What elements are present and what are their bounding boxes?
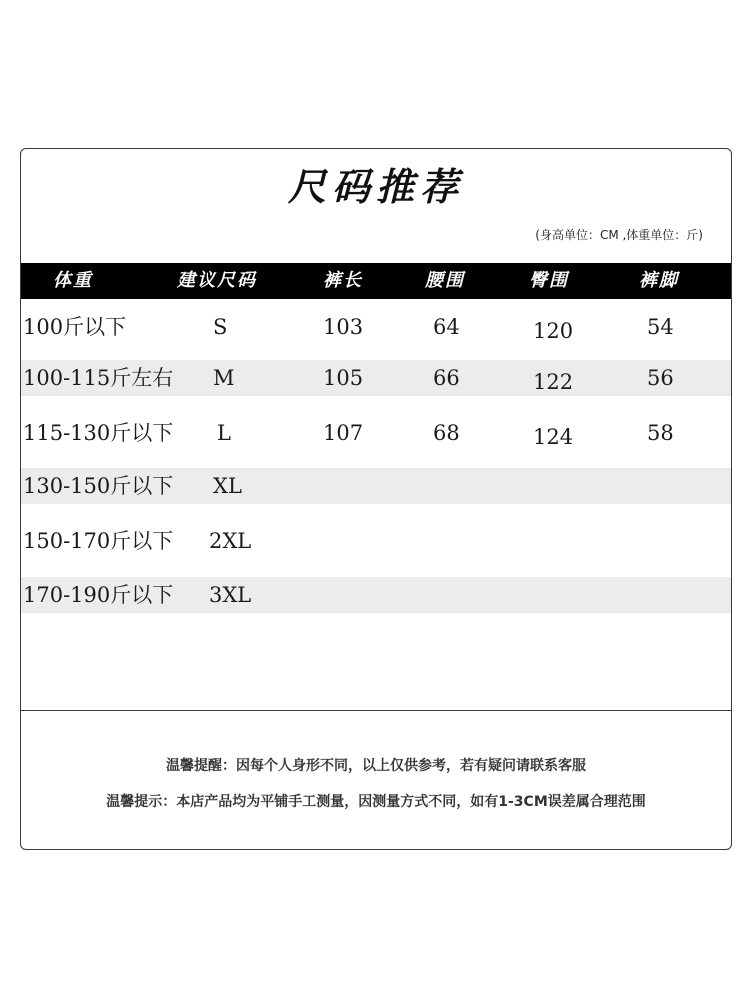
chart-title: 尺码推荐 xyxy=(287,165,464,209)
cell-weight: 150-170斤以下 xyxy=(23,529,174,553)
cell-size: XL xyxy=(213,474,242,498)
cell-waist: 66 xyxy=(433,366,460,390)
cell-length: 107 xyxy=(323,421,364,445)
cell-hip: 120 xyxy=(533,319,574,343)
notice-measurement: 温馨提示：本店产品均为平铺手工测量，因测量方式不同，如有1-3CM误差属合理范围 xyxy=(106,794,646,810)
cell-waist: 68 xyxy=(433,421,460,445)
header-waist: 腰围 xyxy=(425,270,465,291)
cell-hip: 124 xyxy=(533,425,574,449)
table-row xyxy=(21,415,731,451)
cell-weight: 115-130斤以下 xyxy=(23,421,174,445)
cell-size: 2XL xyxy=(209,529,252,553)
header-size: 建议尺码 xyxy=(177,270,257,291)
cell-size: L xyxy=(217,421,231,445)
cell-length: 103 xyxy=(323,315,364,339)
unit-note: (身高单位：CM ,体重单位：斤) xyxy=(535,228,703,242)
cell-hem: 54 xyxy=(647,315,674,339)
cell-weight: 100-115斤左右 xyxy=(23,366,174,390)
table-row xyxy=(21,523,731,559)
table-row xyxy=(21,360,731,396)
table-row xyxy=(21,309,731,345)
size-chart-card xyxy=(20,148,732,850)
table-row xyxy=(21,468,731,504)
header-weight: 体重 xyxy=(53,270,93,291)
table-row xyxy=(21,577,731,613)
cell-waist: 64 xyxy=(433,315,460,339)
header-hip: 臀围 xyxy=(529,270,569,291)
cell-hem: 58 xyxy=(647,421,674,445)
cell-size: M xyxy=(213,366,235,390)
header-hem: 裤脚 xyxy=(639,270,679,291)
notice-reminder: 温馨提醒：因每个人身形不同，以上仅供参考，若有疑问请联系客服 xyxy=(166,758,586,774)
cell-weight: 100斤以下 xyxy=(23,315,127,339)
cell-hem: 56 xyxy=(647,366,674,390)
table-header xyxy=(21,263,731,299)
cell-length: 105 xyxy=(323,366,364,390)
cell-weight: 170-190斤以下 xyxy=(23,583,174,607)
cell-size: 3XL xyxy=(209,583,252,607)
header-length: 裤长 xyxy=(323,270,363,291)
cell-hip: 122 xyxy=(533,370,574,394)
divider xyxy=(21,710,731,711)
cell-weight: 130-150斤以下 xyxy=(23,474,174,498)
cell-size: S xyxy=(213,315,228,339)
